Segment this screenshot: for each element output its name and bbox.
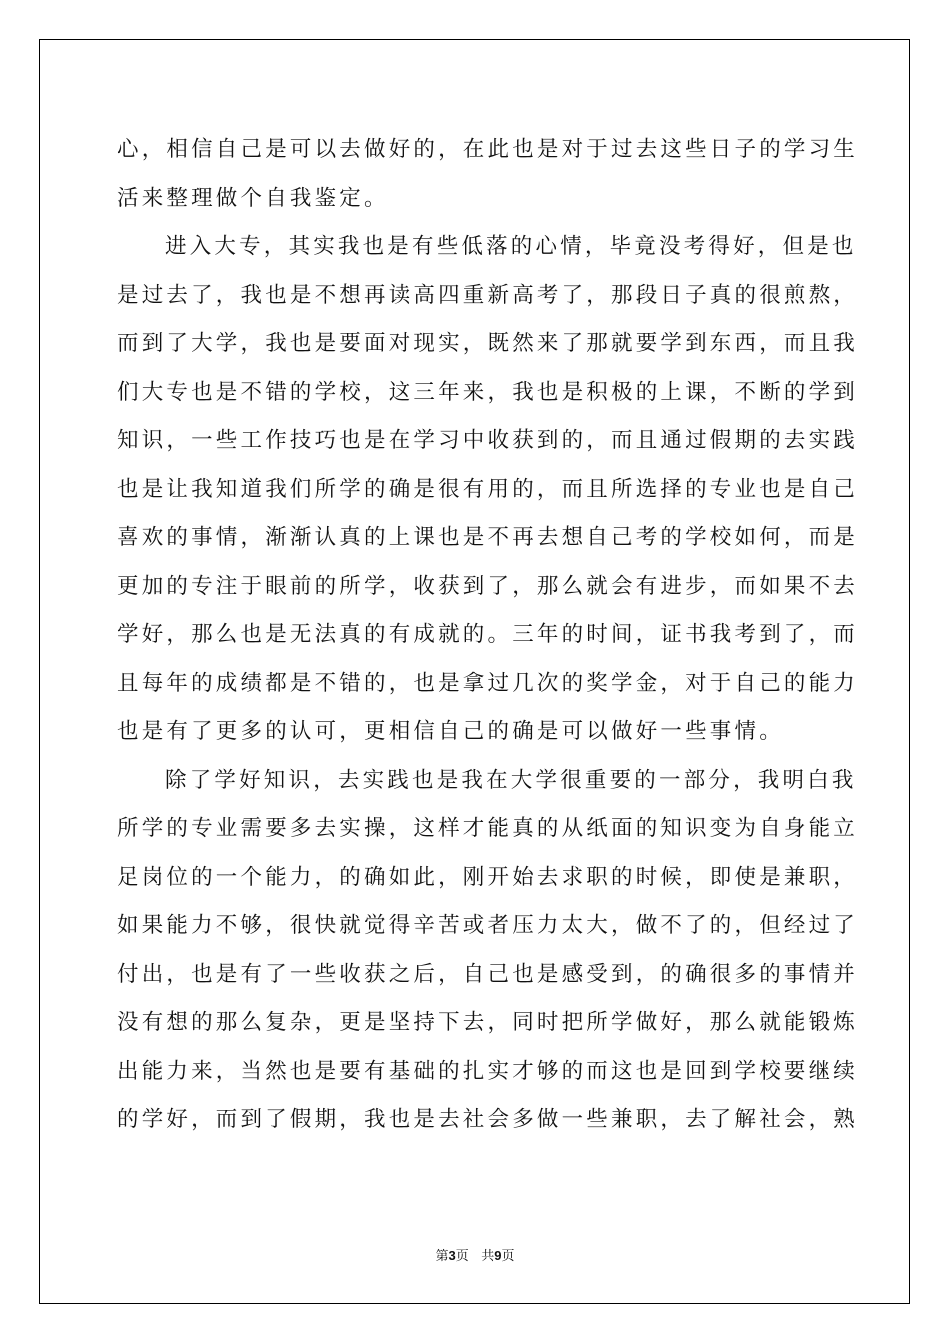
text-line: 也是让我知道我们所学的确是很有用的，而且所选择的专业也是自己 xyxy=(117,476,859,502)
total-pages: 9 xyxy=(494,1248,502,1263)
text-line: 也是有了更多的认可，更相信自己的确是可以做好一些事情。 xyxy=(117,719,784,744)
text-line: 是过去了，我也是不想再读高四重新高考了，那段日子真的很煎熬， xyxy=(117,282,859,308)
document-body xyxy=(117,126,859,1145)
total-prefix: 共 xyxy=(481,1249,495,1264)
page-suffix: 页 xyxy=(455,1249,469,1264)
text-line: 如果能力不够，很快就觉得辛苦或者压力太大，做不了的，但经过了 xyxy=(117,913,859,938)
page-prefix: 第 xyxy=(435,1249,449,1264)
total-suffix: 页 xyxy=(501,1249,515,1264)
text-line: 而到了大学，我也是要面对现实，既然来了那就要学到东西，而且我 xyxy=(117,331,859,356)
text-line: 们大专也是不错的学校，这三年来，我也是积极的上课，不断的学到 xyxy=(117,379,859,405)
text-line: 且每年的成绩都是不错的，也是拿过几次的奖学金，对于自己的能力 xyxy=(117,670,859,696)
text-line: 付出，也是有了一些收获之后，自己也是感受到，的确很多的事情并 xyxy=(117,961,859,987)
text-line: 没有想的那么复杂，更是坚持下去，同时把所学做好，那么就能锻炼 xyxy=(117,1010,859,1035)
text-line: 的学好，而到了假期，我也是去社会多做一些兼职，去了解社会，熟 xyxy=(117,1107,859,1132)
text-line: 出能力来，当然也是要有基础的扎实才够的而这也是回到学校要继续 xyxy=(117,1058,859,1084)
page-footer xyxy=(0,1245,950,1264)
text-line: 学好，那么也是无法真的有成就的。三年的时间，证书我考到了，而 xyxy=(117,622,859,647)
paragraph-first-line: 进入大专，其实我也是有些低落的心情，毕竟没考得好，但是也 xyxy=(165,234,857,259)
paragraph-first-line: 除了学好知识，去实践也是我在大学很重要的一部分，我明白我 xyxy=(165,767,857,793)
text-line: 活来整理做个自我鉴定。 xyxy=(117,185,389,211)
text-line: 心，相信自己是可以去做好的，在此也是对于过去这些日子的学习生 xyxy=(117,137,859,162)
text-line: 所学的专业需要多去实操，这样才能真的从纸面的知识变为自身能立 xyxy=(117,816,859,841)
text-line: 喜欢的事情，渐渐认真的上课也是不再去想自己考的学校如何，而是 xyxy=(117,525,859,550)
page-number: 3 xyxy=(448,1248,456,1263)
text-line: 知识，一些工作技巧也是在学习中收获到的，而且通过假期的去实践 xyxy=(117,428,859,453)
text-line: 更加的专注于眼前的所学，收获到了，那么就会有进步，而如果不去 xyxy=(117,573,859,599)
text-line: 足岗位的一个能力，的确如此，刚开始去求职的时候，即使是兼职， xyxy=(117,864,859,890)
